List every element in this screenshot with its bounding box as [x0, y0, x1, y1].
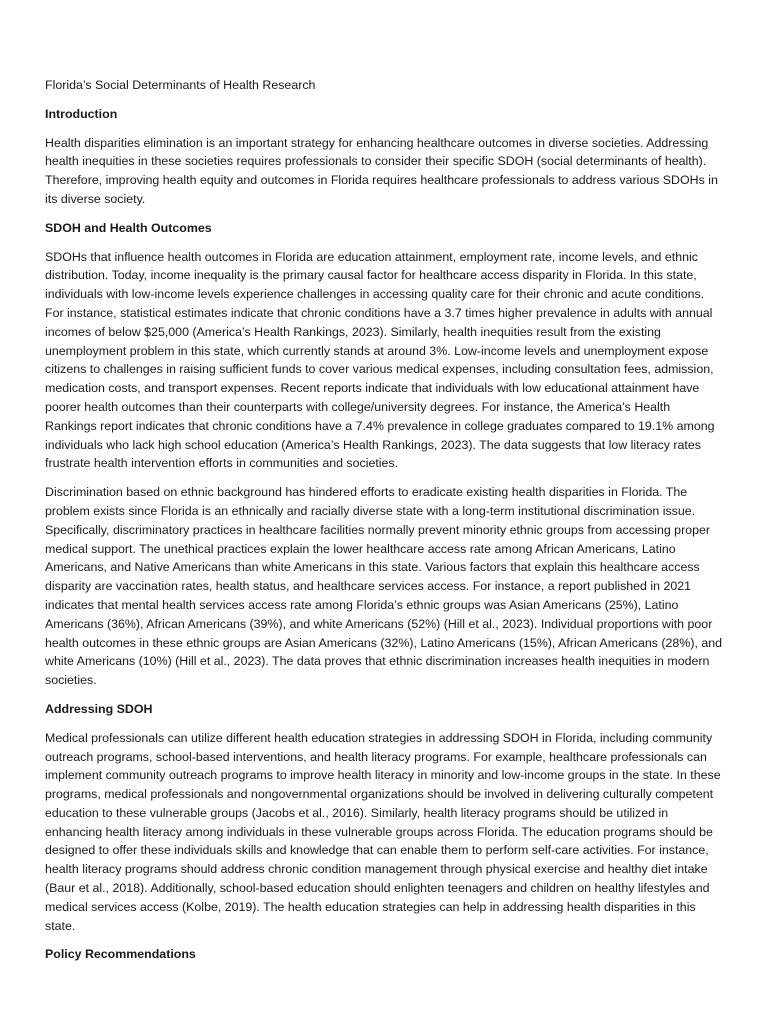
- heading-introduction: Introduction: [45, 106, 118, 121]
- heading-addressing-sdoh: Addressing SDOH: [45, 701, 153, 716]
- document-title: Florida’s Social Determinants of Health Research: [45, 78, 316, 92]
- paragraph-addressing-sdoh: Medical professionals can utilize different health education strategies in addressing SDOH in Florida, including community outreach programs, school-based interventions, and health literacy programs. For example, healthcare professionals can implement community outreach programs to improve health literacy in minority and low-income groups in the state. In these programs, medical professionals and nongovernmental organizations should be involved in delivering culturally competent education to these vulnerable groups (Jacobs et al., 2016). Similarly, health literacy programs should be utilized in enhancing health literacy among individuals in these vulnerable groups across Florida. The education programs should be designed to offer these individuals skills and knowledge that can enable them to perform self-care activities. For instance, health literacy programs should address chronic condition management through physical exercise and healthy diet intake (Baur et al., 2018). Additionally, school-based education should enlighten teenagers and children on healthy lifestyles and medical services access (Kolbe, 2019). The health education strategies can help in addressing health disparities in this state.: [45, 730, 721, 933]
- paragraph-sdoh-ethnic-discrimination: Discrimination based on ethnic background has hindered efforts to eradicate existing health disparities in Florida. The problem exists since Florida is an ethnically and racially diverse state with a long-term institutional discrimination issue. Specifically, discriminatory practices in healthcare facilities normally prevent minority ethnic groups from accessing proper medical support. The unethical practices explain the lower healthcare access rate among African Americans, Latino Americans, and Native Americans than white Americans in this state. Various factors that explain this healthcare access disparity are vaccination rates, health status, and healthcare services access. For instance, a report published in 2021 indicates that mental health services access rate among Florida’s ethnic groups was Asian Americans (25%), Latino Americans (36%), African Americans (39%), and white Americans (52%) (Hill et al., 2023). Individual proportions with poor health outcomes in these ethnic groups are Asian Americans (32%), Latino Americans (15%), African Americans (28%), and white Americans (10%) (Hill et al., 2023). The data proves that ethnic discrimination increases health inequities in modern societies.: [45, 485, 723, 688]
- document-page: [45, 76, 725, 974]
- heading-policy-recommendations: Policy Recommendations: [45, 947, 196, 962]
- heading-sdoh-health-outcomes: SDOH and Health Outcomes: [45, 220, 212, 235]
- paragraph-introduction: Health disparities elimination is an important strategy for enhancing healthcare outcomes in diverse societies. Addressing health inequities in these societies requires professionals to consider their specific SDOH (social determinants of health). Therefore, improving health equity and outcomes in Florida requires healthcare professionals to address various SDOHs in its diverse society.: [45, 135, 718, 206]
- paragraph-sdoh-income-education: SDOHs that influence health outcomes in Florida are education attainment, employment rate, income levels, and ethnic distribution. Today, income inequality is the primary causal factor for healthcare access disparity in Florida. In this state, individuals with low-income levels experience challenges in accessing quality care for their chronic and acute conditions. For instance, statistical estimates indicate that chronic conditions have a 3.7 times higher prevalence in adults with annual incomes of below $25,000 (America’s Health Rankings, 2023). Similarly, health inequities result from the existing unemployment problem in this state, which currently stands at around 3%. Low-income levels and unemployment expose citizens to challenges in raising sufficient funds to cover various medical expenses, including consultation fees, admission, medication costs, and transport expenses. Recent reports indicate that individuals with low educational attainment have poorer health outcomes than their counterparts with college/university degrees. For instance, the America’s Health Rankings report indicates that chronic conditions have a 7.4% prevalence in college graduates compared to 19.1% among individuals who lack high school education (America’s Health Rankings, 2023). The data suggests that low literacy rates frustrate health intervention efforts in communities and societies.: [45, 249, 715, 471]
